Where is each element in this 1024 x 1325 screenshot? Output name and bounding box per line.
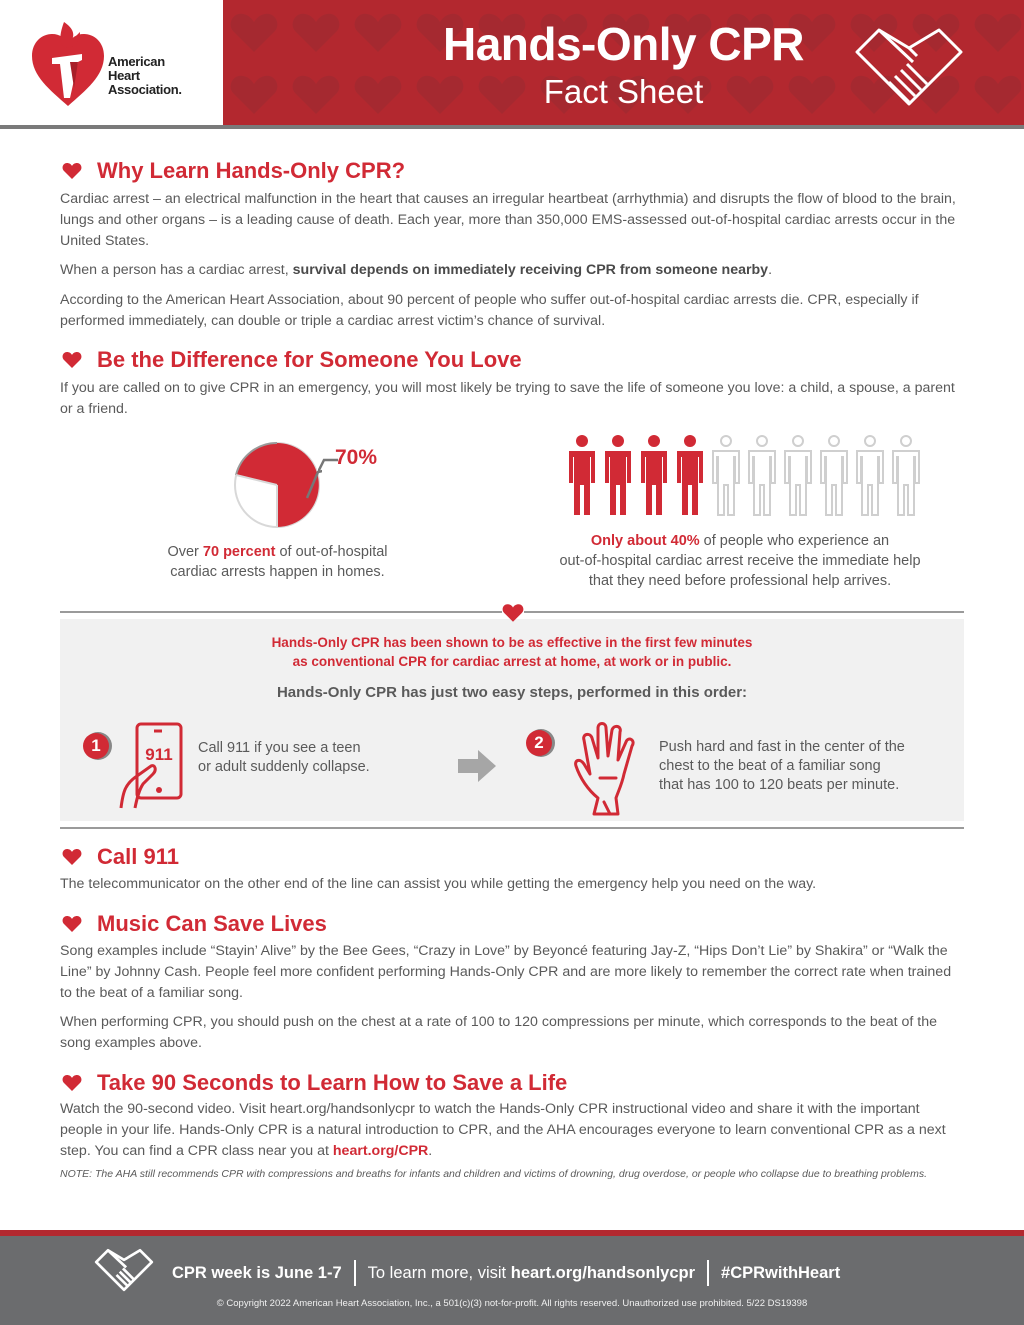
footer-info-line: CPR week is June 1-7 To learn more, visit heart.org/handsonlycpr #CPRwithHeart (172, 1260, 840, 1286)
aha-note: NOTE: The AHA still recommends CPR with compressions and breaths for infants and children and victims of drowning, drug overdose, or people who collapse due to breathing problems. (60, 1168, 928, 1180)
take-90-paragraph: Watch the 90-second video. Visit heart.org/handsonlycpr to watch the Hands-Only CPR instructional video and share it with the important people in your life. Hands-Only CPR is a natural introduction to CPR, and the AHA encourages everyone to learn conventional CPR as a next step. You can find a CPR class near you at heart.org/CPR. (60, 1101, 946, 1159)
step-2-badge: 2 (526, 730, 552, 756)
effectiveness-statement: Hands-Only CPR has been shown to be as effective in the first few minutes as conventional CPR for cardiac arrest at home, at work or in public. (271, 635, 753, 669)
copyright-text: © Copyright 2022 American Heart Association, Inc., a 501(c)(3) not-for-profit. All rights reserved. Unauthorized use prohibited. 5/22 DS19398 (216, 1298, 808, 1309)
person-outline-icon (817, 435, 851, 517)
pie-percent-label: 70% (335, 446, 378, 469)
hashtag-text: #CPRwithHeart (721, 1263, 841, 1282)
header-rule (0, 125, 1024, 129)
phone-911-icon (117, 722, 185, 810)
aha-heart-torch-logo-icon (30, 18, 106, 108)
person-outline-icon (853, 435, 887, 517)
person-outline-icon (745, 435, 779, 517)
step-2-text: Push hard and fast in the center of the chest to the beat of a familiar song that has 100 to 120 beats per minute. (659, 739, 905, 793)
hands-heart-icon (853, 22, 965, 108)
arrow-right-icon (458, 750, 496, 782)
why-paragraph-3: According to the American Heart Association, about 90 percent of people who suffer out-of-hospital cardiac arrests die. CPR, especially if performed immediately, can double or triple a cardiac arrest victim’s chance of survival. (60, 292, 919, 329)
person-filled-icon (637, 435, 671, 517)
help-stat-caption: Only about 40% of people who experience an out-of-hospital cardiac arrest receive the immediate help that they need before professional help arrives. (559, 533, 921, 589)
handsonlycpr-link[interactable]: heart.org/handsonlycpr (510, 1263, 696, 1282)
divider-heart-icon (502, 603, 524, 623)
music-paragraph-2: When performing CPR, you should push on the chest at a rate of 100 to 120 compressions per minute, which corresponds to the beat of the song examples above. (60, 1014, 937, 1051)
section-divider-bottom (60, 827, 964, 829)
person-filled-icon (673, 435, 707, 517)
svg-text:911: 911 (145, 745, 173, 764)
footer-separator (707, 1260, 709, 1286)
person-outline-icon (781, 435, 815, 517)
cpr-class-link[interactable]: heart.org/CPR (332, 1143, 429, 1159)
step-1-text: Call 911 if you see a teen or adult suddenly collapse. (198, 740, 370, 775)
header (0, 0, 1024, 125)
person-filled-icon (565, 435, 599, 517)
footer-hands-heart-icon (94, 1246, 154, 1292)
step-1-badge: 1 (83, 733, 109, 759)
heart-bullet-icon (62, 915, 82, 933)
page-title: Hands-Only CPR (442, 18, 805, 70)
why-paragraph-1: Cardiac arrest – an electrical malfunction in the heart that causes an irregular heartbeat (arrhythmia) and disrupts the flow of blood to the brain, lungs and other organs – is a leading cause of death. Each year, more than 350,000 EMS-assessed out-of-hospital cardiac arrests occur in the United States. (60, 191, 956, 249)
section-heading-why-learn: Why Learn Hands-Only CPR? (62, 158, 405, 184)
music-paragraph-1: Song examples include “Stayin’ Alive” by the Bee Gees, “Crazy in Love” by Beyoncé featuring Jay-Z, “Hips Don’t Lie” by Shakira” or “Walk the Line” by Johnny Cash. People feel more confident performing Hands-Only CPR and are more likely to remember the correct rate when trained to the beat of a familiar song. (60, 943, 952, 1001)
hands-compression-icon (570, 718, 646, 818)
heart-bullet-icon (62, 1074, 82, 1092)
pie-chart-70-percent (232, 440, 322, 530)
heart-bullet-icon (62, 848, 82, 866)
section-heading-difference: Be the Difference for Someone You Love (62, 347, 522, 373)
footer (0, 1236, 1024, 1325)
footer-separator (354, 1260, 356, 1286)
steps-intro: Hands-Only CPR has just two easy steps, performed in this order: (276, 684, 748, 701)
section-heading-call-911: Call 911 (62, 844, 179, 870)
why-paragraph-2: When a person has a cardiac arrest, survival depends on immediately receiving CPR from someone nearby. (60, 262, 773, 278)
title-banner (223, 0, 1024, 125)
person-outline-icon (709, 435, 743, 517)
section-heading-take-90: Take 90 Seconds to Learn How to Save a Life (62, 1070, 567, 1096)
homes-stat-caption: Over 70 percent of out-of-hospital cardiac arrests happen in homes. (167, 544, 388, 580)
heart-bullet-icon (62, 162, 82, 180)
heart-bullet-icon (62, 351, 82, 369)
aha-logo-area (0, 0, 223, 125)
section-heading-music: Music Can Save Lives (62, 911, 327, 937)
call-911-paragraph: The telecommunicator on the other end of the line can assist you while getting the emergency help you need on the way. (60, 876, 817, 892)
difference-paragraph: If you are called on to give CPR in an emergency, you will most likely be trying to save the life of someone you love: a child, a spouse, a parent or a friend. (60, 380, 955, 417)
page-subtitle: Fact Sheet (543, 73, 704, 110)
person-outline-icon (889, 435, 923, 517)
person-filled-icon (601, 435, 635, 517)
people-pictogram (565, 435, 923, 517)
cpr-week-text: CPR week is June 1-7 (172, 1263, 342, 1282)
aha-org-name: American Heart Association. (108, 54, 182, 97)
